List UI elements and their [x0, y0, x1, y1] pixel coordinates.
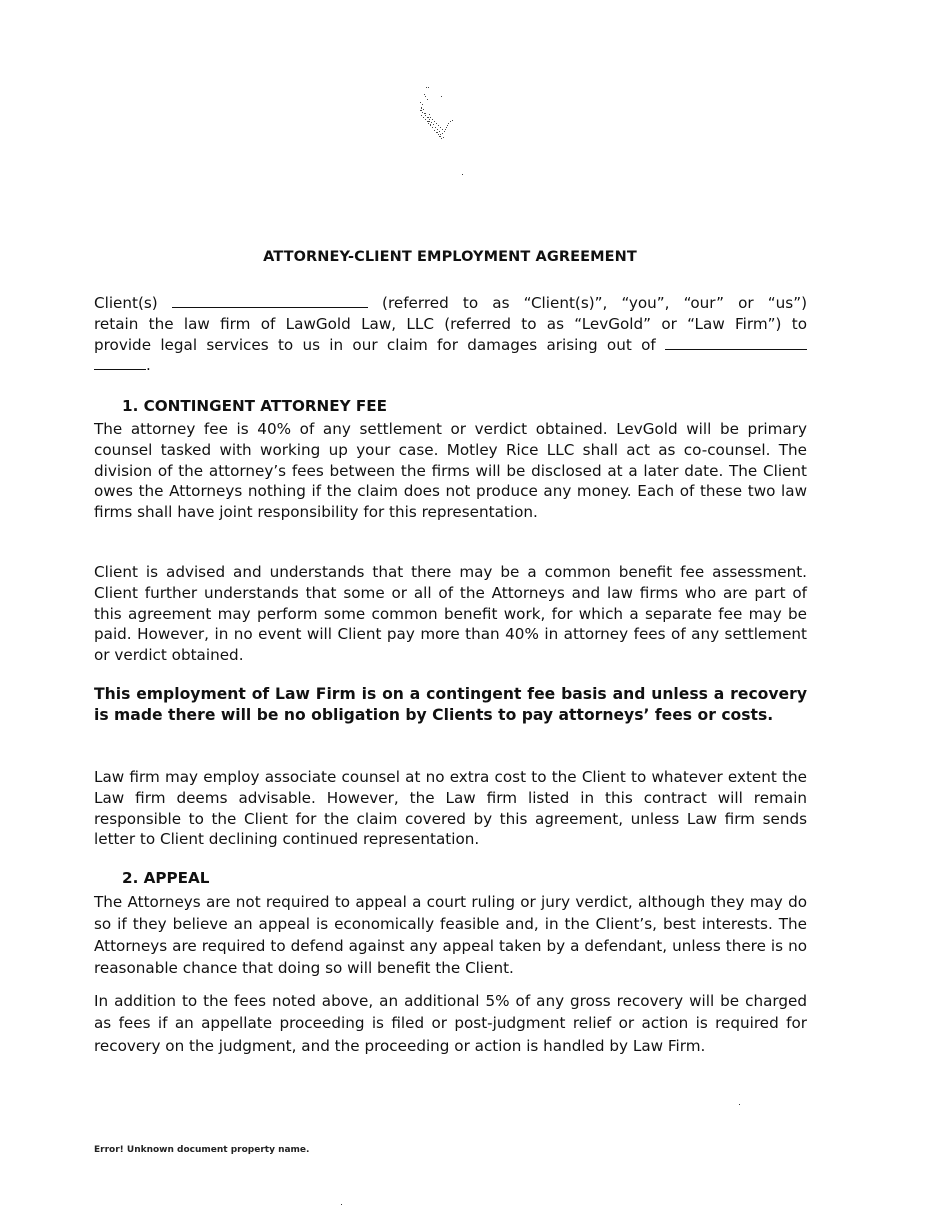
intro-period: .	[146, 356, 151, 375]
scan-speck	[739, 1104, 740, 1105]
intro-paragraph	[94, 293, 807, 376]
scan-speck	[341, 1204, 342, 1205]
scan-speck	[462, 174, 463, 175]
paragraph-appeal-terms: The Attorneys are not required to appeal a court ruling or jury verdict, although they may do so if they believe an appeal is economically feasible and, in the Client’s, best interests. The Attorneys are required to defend against any appeal taken by a defendant, unless there is no reasonable chance that doing so will benefit the Client.	[94, 893, 807, 977]
footer-field-error: Error! Unknown document property name.	[94, 1145, 310, 1155]
intro-line-4	[94, 355, 807, 376]
damages-text: provide legal services to us in our claim for damages arising out of	[94, 335, 656, 354]
client-name-blank[interactable]	[172, 293, 368, 308]
paragraph-appeal-fees: In addition to the fees noted above, an additional 5% of any gross recovery will be charged as fees if an appellate proceeding is filed or post-judgment relief or action is required for recovery on the judgment, and the proceeding or action is handled by Law Firm.	[94, 992, 807, 1055]
damages-source-blank-continued[interactable]	[94, 355, 146, 370]
intro-line-3	[94, 335, 807, 356]
paragraph-fee-terms: The attorney fee is 40% of any settlement or verdict obtained. LevGold will be primary counsel tasked with working up your case. Motley Rice LLC shall act as co-counsel. The division of the attorney’s fees between the firms will be disclosed at a later date. The Client owes the Attorneys nothing if the claim does not produce any money. Each of these two law firms shall have joint responsibility for this representation.	[94, 420, 807, 522]
scanned-logo-mark-icon	[412, 85, 482, 155]
paragraph-associate-counsel: Law firm may employ associate counsel at no extra cost to the Client to whatever extent the Law firm deems advisable. However, the Law firm listed in this contract will remain responsible to the Client for the claim covered by this agreement, unless Law firm sends letter to Client declining continued representation.	[94, 768, 807, 849]
client-label: Client(s)	[94, 294, 158, 312]
section-heading-contingent-fee: 1. CONTINGENT ATTORNEY FEE	[122, 397, 388, 415]
intro-line-1	[94, 293, 807, 314]
paragraph-contingent-basis-bold: This employment of Law Firm is on a contingent fee basis and unless a recovery is made there will be no obligation by Clients to pay attorneys’ fees or costs.	[94, 685, 807, 724]
intro-line-2: retain the law firm of LawGold Law, LLC (referred to as “LevGold” or “Law Firm”) to	[94, 314, 807, 333]
document-title: ATTORNEY-CLIENT EMPLOYMENT AGREEMENT	[263, 249, 637, 265]
damages-source-blank[interactable]	[665, 335, 807, 350]
paragraph-common-benefit: Client is advised and understands that there may be a common benefit fee assessment. Client further understands that some or all of the Attorneys and law firms who are part of this agreement may perform some common benefit work, for which a separate fee may be paid. However, in no event will Client pay more than 40% in attorney fees of any settlement or verdict obtained.	[94, 563, 807, 665]
section-heading-appeal: 2. APPEAL	[122, 869, 210, 887]
client-referral-text: (referred to as “Client(s)”, “you”, “our” or “us”)	[382, 294, 808, 312]
